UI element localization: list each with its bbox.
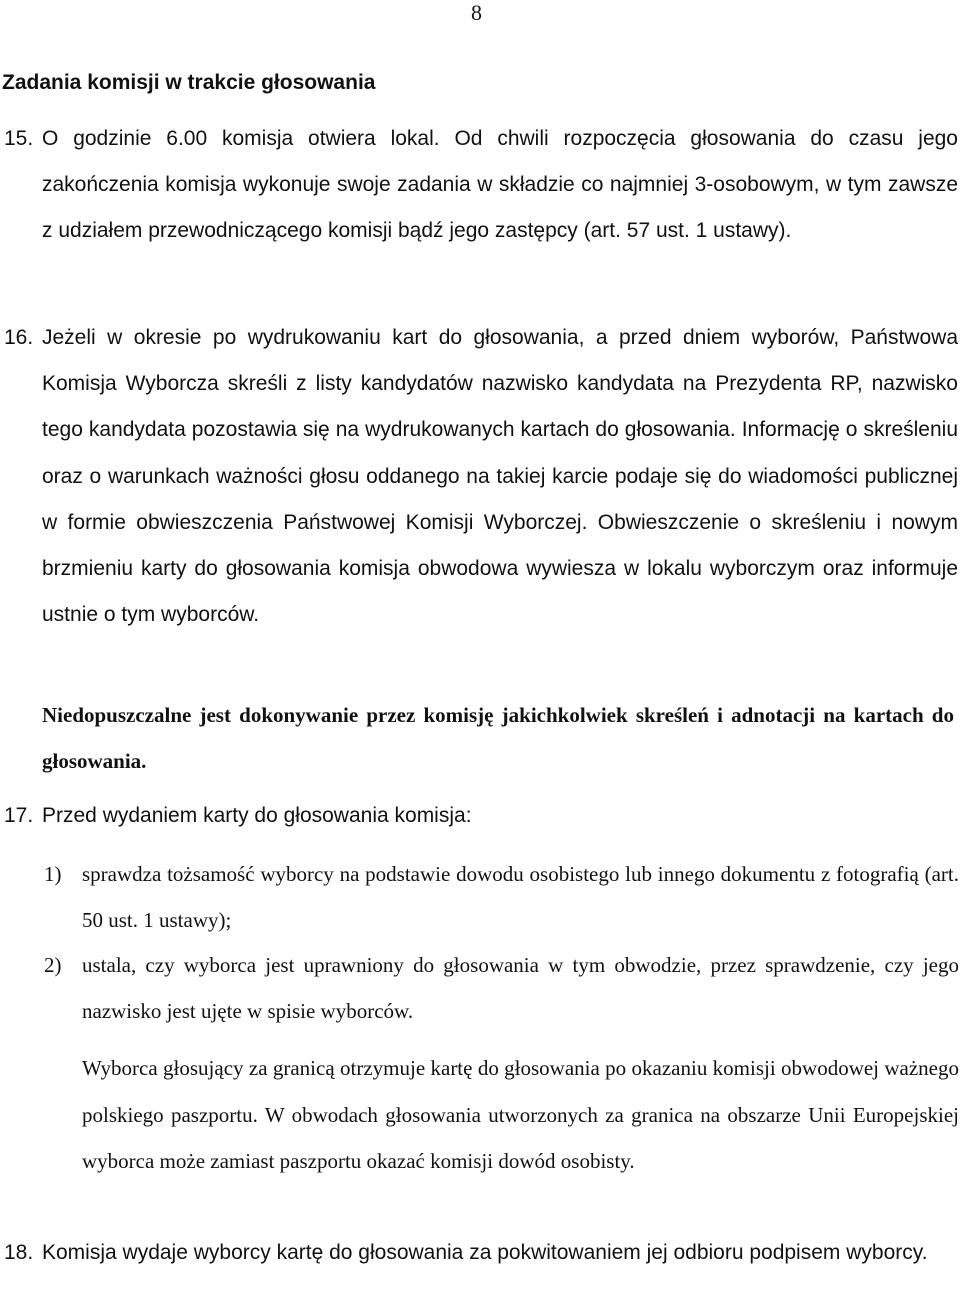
section-heading: Zadania komisji w trakcie głosowania xyxy=(2,71,376,94)
passport-note: Wyborca głosujący za granicą otrzymuje kartę do głosowania po okazaniu komisji obwodowej ważnego polskiego paszportu. W obwodach głosowania utworzonych za granica na obszarze Unii Europejskiej wyborca może zamiast paszportu okazać komisji dowód osobisty. xyxy=(82,1056,959,1173)
paragraph-number: 17. xyxy=(4,804,34,827)
paragraph-number: 16. xyxy=(4,326,34,349)
list-item-number: 1) xyxy=(44,862,62,886)
list-item xyxy=(44,943,959,1034)
page-number: 8 xyxy=(471,0,482,25)
paragraph-number: 15. xyxy=(4,127,34,150)
paragraph-text: Komisja wydaje wyborcy kartę do głosowania za pokwitowaniem jej odbioru podpisem wyborcy. xyxy=(42,1241,928,1264)
paragraph-16 xyxy=(4,315,958,638)
paragraph-15 xyxy=(4,116,958,255)
list-item-number: 2) xyxy=(44,953,62,977)
paragraph-number: 18. xyxy=(4,1241,34,1264)
bold-note: Niedopuszczalne jest dokonywanie przez komisję jakichkolwiek skreśleń i adnotacji na kartach do głosowania. xyxy=(42,703,954,773)
paragraph-text: O godzinie 6.00 komisja otwiera lokal. Od chwili rozpoczęcia głosowania do czasu jego zakończenia komisja wykonuje swoje zadania w składzie co najmniej 3-osobowym, w tym zawsze z udziałem przewodniczącego komisji bądź jego zastępcy (art. 57 ust. 1 ustawy). xyxy=(42,127,958,243)
paragraph-text: Jeżeli w okresie po wydrukowaniu kart do głosowania, a przed dniem wyborów, Państwowa Komisja Wyborcza skreśli z listy kandydatów nazwisko kandydata na Prezydenta RP, nazwisko tego kandydata pozostawia się na wydrukowanych kartach do głosowania. Informację o skreśleniu oraz o warunkach ważności głosu oddanego na takiej karcie podaje się do wiadomości publicznej w formie obwieszczenia Państwowej Komisji Wyborczej. Obwieszczenie o skreśleniu i nowym brzmieniu karty do głosowania komisja obwodowa wywiesza w lokalu wyborczym oraz informuje ustnie o tym wyborców. xyxy=(42,326,958,627)
paragraph-text: Przed wydaniem karty do głosowania komisja: xyxy=(42,804,472,827)
list-item xyxy=(44,852,959,943)
list-item-text: ustala, czy wyborca jest uprawniony do głosowania w tym obwodzie, przez sprawdzenie, czy jego nazwisko jest ujęte w spisie wyborców. xyxy=(82,953,959,1023)
paragraph-18 xyxy=(4,1230,958,1276)
list-item-text: sprawdza tożsamość wyborcy na podstawie dowodu osobistego lub innego dokumentu z fotografią (art. 50 ust. 1 ustawy); xyxy=(82,862,959,932)
paragraph-17 xyxy=(4,793,958,839)
